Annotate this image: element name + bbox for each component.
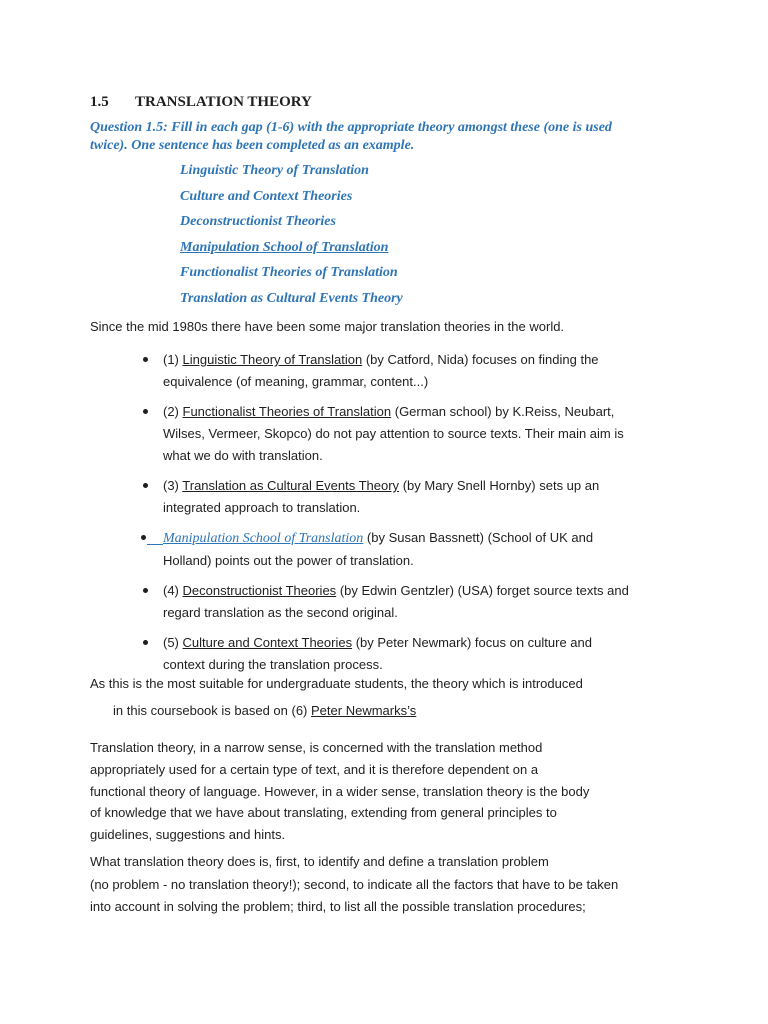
- bullet-line: equivalence (of meaning, grammar, content...): [163, 374, 429, 389]
- theory-options-list: [180, 158, 403, 312]
- bullet-line: [163, 580, 629, 602]
- bullet-text: (German school) by K.Reiss, Neubart,: [394, 404, 615, 419]
- bullet-text: (by Mary Snell Hornby) sets up an: [402, 478, 600, 493]
- bullet-item-2: [163, 401, 629, 467]
- bullet-item-3: [163, 475, 629, 519]
- gap-number: (4): [163, 583, 179, 598]
- bullet-line: [163, 349, 629, 371]
- theory-option: Functionalist Theories of Translation: [180, 265, 398, 281]
- bullet-item-5: [163, 632, 629, 676]
- example-theory-answer: Manipulation School of Translation: [163, 531, 364, 546]
- theory-option: Linguistic Theory of Translation: [180, 163, 369, 178]
- intro-sentence: Since the mid 1980s there have been some major translation theories in the world.: [90, 319, 565, 334]
- bullet-line: regard translation as the second original.: [163, 605, 398, 620]
- theory-answer: Functionalist Theories of Translation: [182, 404, 392, 419]
- bullet-item-example: [163, 527, 629, 572]
- closing-line: [113, 700, 416, 722]
- theory-option: Deconstructionist Theories: [180, 214, 336, 230]
- gap-number: (5): [163, 635, 179, 650]
- theory-answer: Translation as Cultural Events Theory: [182, 478, 400, 493]
- closing-text: in this coursebook is based on (6): [113, 703, 308, 718]
- paragraph-definition: [90, 737, 589, 846]
- section-heading: [90, 93, 312, 111]
- bullet-line: [163, 475, 629, 497]
- paragraph-line: guidelines, suggestions and hints.: [90, 827, 286, 843]
- theory-option: Translation as Cultural Events Theory: [180, 290, 403, 306]
- paragraph-line: of knowledge that we have about translating, extending from general principles to: [90, 805, 557, 821]
- paragraph-line: into account in solving the problem; third, to list all the possible translation procedures;: [90, 899, 586, 914]
- bullet-line: integrated approach to translation.: [163, 500, 361, 515]
- paragraph-line: appropriately used for a certain type of text, and it is therefore dependent on a: [90, 761, 539, 777]
- bullet-line: Holland) points out the power of translation.: [163, 553, 414, 568]
- bullet-text: (by Susan Bassnett) (School of UK and: [366, 530, 594, 545]
- gap-6-answer: Peter Newmarks’s: [311, 703, 417, 718]
- bullet-line: context during the translation process.: [163, 657, 383, 672]
- paragraph-line: What translation theory does is, first, to identify and define a translation problem: [90, 854, 549, 869]
- question-line: Question 1.5: Fill in each gap (1-6) with the appropriate theory amongst these (one is used: [90, 120, 612, 135]
- gap-number: (1): [163, 352, 179, 367]
- bullet-line: what we do with translation.: [163, 448, 323, 463]
- underline-mark: [147, 544, 163, 545]
- bullet-text: (by Edwin Gentzler) (USA) forget source texts and: [339, 583, 629, 598]
- gap-number: (2): [163, 404, 179, 419]
- question-prompt: [90, 119, 612, 155]
- closing-line: As this is the most suitable for undergraduate students, the theory which is introduced: [90, 676, 583, 691]
- bullet-line: [163, 632, 629, 654]
- bullet-line: Wilses, Vermeer, Skopco) do not pay attention to source texts. Their main aim is: [163, 426, 624, 441]
- question-line: twice). One sentence has been completed as an example.: [90, 138, 415, 153]
- paragraph-line: Translation theory, in a narrow sense, is concerned with the translation method: [90, 740, 543, 755]
- theory-option: Manipulation School of Translation: [180, 239, 389, 255]
- paragraph-line: (no problem - no translation theory!); second, to indicate all the factors that have to be taken: [90, 876, 619, 892]
- theory-answer: Culture and Context Theories: [182, 635, 353, 650]
- bullet-line: [163, 527, 629, 550]
- theory-bullet-list: [163, 349, 629, 676]
- bullet-icon: [141, 535, 146, 540]
- section-title: TRANSLATION THEORY: [135, 94, 312, 110]
- theory-answer: Deconstructionist Theories: [182, 583, 337, 598]
- bullet-text: (by Peter Newmark) focus on culture and: [355, 635, 592, 650]
- bullet-item-4: [163, 580, 629, 624]
- bullet-icon: [143, 640, 148, 645]
- bullet-icon: [143, 588, 148, 593]
- bullet-text: (by Catford, Nida) focuses on finding the: [365, 352, 599, 367]
- theory-answer: Linguistic Theory of Translation: [182, 352, 363, 367]
- theory-option: Culture and Context Theories: [180, 188, 353, 204]
- bullet-item-1: [163, 349, 629, 393]
- bullet-icon: [143, 357, 148, 362]
- section-number: 1.5: [90, 94, 109, 110]
- gap-number: (3): [163, 478, 179, 493]
- bullet-line: [163, 401, 629, 423]
- paragraph-line: functional theory of language. However, in a wider sense, translation theory is the body: [90, 783, 590, 799]
- bullet-icon: [143, 483, 148, 488]
- paragraph-purpose: [90, 851, 618, 919]
- bullet-icon: [143, 409, 148, 414]
